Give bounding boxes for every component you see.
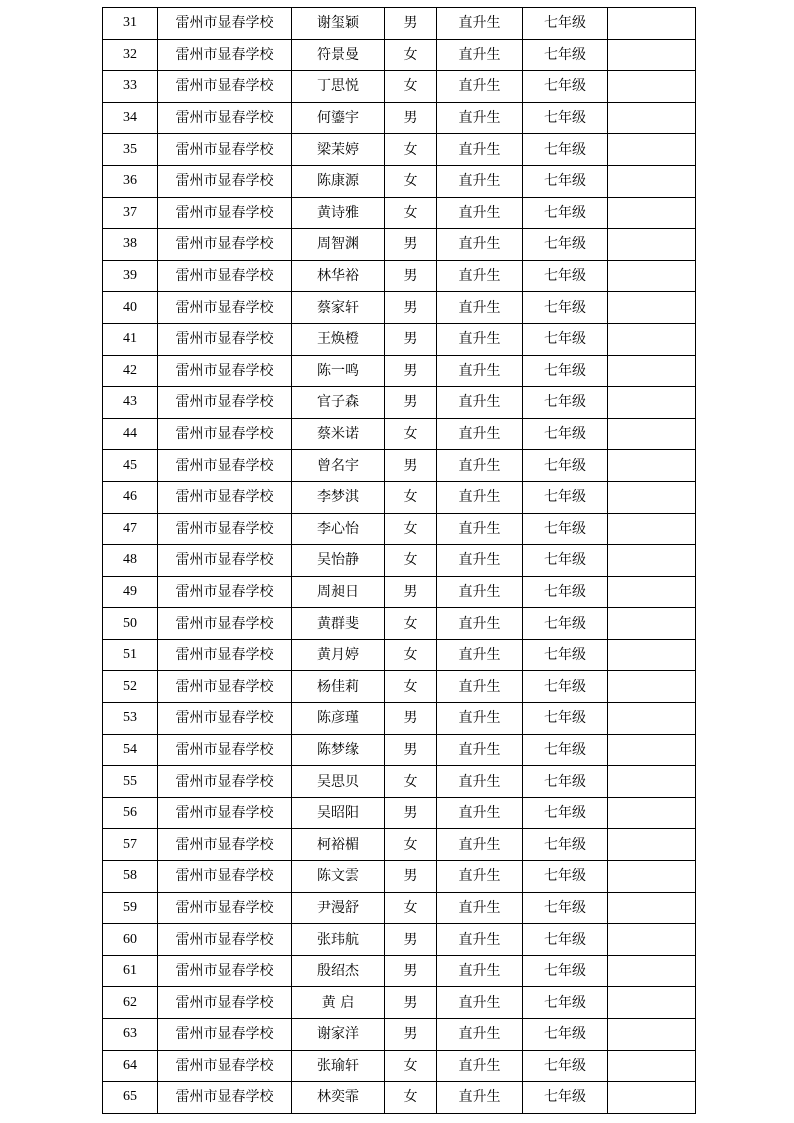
cell-student-name: 陈一鸣 [292, 355, 385, 387]
cell-remarks [608, 797, 696, 829]
cell-student-name: 尹漫舒 [292, 892, 385, 924]
cell-school: 雷州市显春学校 [158, 197, 292, 229]
cell-number: 63 [103, 1019, 158, 1051]
cell-student-name: 吴怡静 [292, 545, 385, 577]
table-row [103, 418, 696, 450]
cell-grade: 七年级 [523, 734, 608, 766]
cell-gender: 男 [385, 450, 437, 482]
cell-grade: 七年级 [523, 1050, 608, 1082]
cell-grade: 七年级 [523, 102, 608, 134]
table-row [103, 513, 696, 545]
cell-remarks [608, 450, 696, 482]
table-body [103, 8, 696, 1114]
cell-remarks [608, 71, 696, 103]
cell-remarks [608, 260, 696, 292]
cell-student-name: 黄群斐 [292, 608, 385, 640]
cell-school: 雷州市显春学校 [158, 1082, 292, 1114]
cell-grade: 七年级 [523, 323, 608, 355]
cell-number: 50 [103, 608, 158, 640]
cell-number: 32 [103, 39, 158, 71]
cell-student-name: 黄 启 [292, 987, 385, 1019]
cell-grade: 七年级 [523, 387, 608, 419]
cell-school: 雷州市显春学校 [158, 734, 292, 766]
cell-school: 雷州市显春学校 [158, 513, 292, 545]
cell-grade: 七年级 [523, 924, 608, 956]
cell-school: 雷州市显春学校 [158, 8, 292, 40]
cell-enrollment-type: 直升生 [437, 797, 523, 829]
cell-enrollment-type: 直升生 [437, 292, 523, 324]
cell-grade: 七年级 [523, 71, 608, 103]
cell-enrollment-type: 直升生 [437, 229, 523, 261]
cell-enrollment-type: 直升生 [437, 387, 523, 419]
cell-number: 45 [103, 450, 158, 482]
cell-student-name: 陈康源 [292, 165, 385, 197]
cell-student-name: 丁思悦 [292, 71, 385, 103]
cell-gender: 女 [385, 197, 437, 229]
cell-school: 雷州市显春学校 [158, 639, 292, 671]
cell-enrollment-type: 直升生 [437, 71, 523, 103]
table-row [103, 165, 696, 197]
table-row [103, 861, 696, 893]
cell-gender: 女 [385, 1050, 437, 1082]
cell-remarks [608, 292, 696, 324]
cell-student-name: 周昶日 [292, 576, 385, 608]
cell-grade: 七年级 [523, 861, 608, 893]
cell-school: 雷州市显春学校 [158, 134, 292, 166]
cell-remarks [608, 987, 696, 1019]
cell-remarks [608, 1082, 696, 1114]
table-row [103, 1082, 696, 1114]
cell-grade: 七年级 [523, 450, 608, 482]
cell-gender: 女 [385, 766, 437, 798]
cell-school: 雷州市显春学校 [158, 829, 292, 861]
cell-school: 雷州市显春学校 [158, 797, 292, 829]
cell-school: 雷州市显春学校 [158, 924, 292, 956]
cell-student-name: 杨佳莉 [292, 671, 385, 703]
cell-student-name: 陈梦缘 [292, 734, 385, 766]
cell-remarks [608, 734, 696, 766]
cell-enrollment-type: 直升生 [437, 545, 523, 577]
cell-gender: 男 [385, 1019, 437, 1051]
cell-gender: 男 [385, 387, 437, 419]
table-row [103, 39, 696, 71]
cell-enrollment-type: 直升生 [437, 766, 523, 798]
table-row [103, 671, 696, 703]
cell-gender: 男 [385, 734, 437, 766]
cell-number: 38 [103, 229, 158, 261]
cell-school: 雷州市显春学校 [158, 260, 292, 292]
cell-gender: 女 [385, 513, 437, 545]
cell-enrollment-type: 直升生 [437, 1082, 523, 1114]
cell-student-name: 符景曼 [292, 39, 385, 71]
cell-remarks [608, 576, 696, 608]
table-row [103, 1050, 696, 1082]
cell-school: 雷州市显春学校 [158, 323, 292, 355]
cell-enrollment-type: 直升生 [437, 1019, 523, 1051]
cell-school: 雷州市显春学校 [158, 703, 292, 735]
cell-number: 58 [103, 861, 158, 893]
cell-remarks [608, 229, 696, 261]
cell-grade: 七年级 [523, 481, 608, 513]
cell-gender: 男 [385, 355, 437, 387]
cell-enrollment-type: 直升生 [437, 639, 523, 671]
table-row [103, 766, 696, 798]
cell-remarks [608, 955, 696, 987]
cell-remarks [608, 892, 696, 924]
cell-grade: 七年级 [523, 829, 608, 861]
cell-number: 65 [103, 1082, 158, 1114]
cell-student-name: 张玮航 [292, 924, 385, 956]
cell-school: 雷州市显春学校 [158, 229, 292, 261]
cell-enrollment-type: 直升生 [437, 260, 523, 292]
cell-remarks [608, 924, 696, 956]
table-row [103, 450, 696, 482]
cell-remarks [608, 829, 696, 861]
cell-remarks [608, 165, 696, 197]
cell-number: 44 [103, 418, 158, 450]
cell-student-name: 陈彦瑾 [292, 703, 385, 735]
cell-enrollment-type: 直升生 [437, 481, 523, 513]
cell-gender: 女 [385, 545, 437, 577]
cell-student-name: 殷绍杰 [292, 955, 385, 987]
cell-gender: 男 [385, 924, 437, 956]
cell-grade: 七年级 [523, 545, 608, 577]
cell-gender: 男 [385, 576, 437, 608]
cell-remarks [608, 481, 696, 513]
cell-school: 雷州市显春学校 [158, 608, 292, 640]
table-row [103, 71, 696, 103]
cell-grade: 七年级 [523, 955, 608, 987]
cell-number: 35 [103, 134, 158, 166]
cell-school: 雷州市显春学校 [158, 387, 292, 419]
cell-grade: 七年级 [523, 513, 608, 545]
cell-number: 53 [103, 703, 158, 735]
cell-number: 39 [103, 260, 158, 292]
cell-gender: 男 [385, 323, 437, 355]
cell-gender: 女 [385, 639, 437, 671]
cell-enrollment-type: 直升生 [437, 608, 523, 640]
table-row [103, 134, 696, 166]
cell-grade: 七年级 [523, 671, 608, 703]
table-row [103, 355, 696, 387]
cell-student-name: 王焕橙 [292, 323, 385, 355]
cell-remarks [608, 418, 696, 450]
cell-enrollment-type: 直升生 [437, 987, 523, 1019]
cell-student-name: 李心怡 [292, 513, 385, 545]
cell-school: 雷州市显春学校 [158, 576, 292, 608]
cell-number: 31 [103, 8, 158, 40]
cell-number: 56 [103, 797, 158, 829]
table-row [103, 892, 696, 924]
table-row [103, 387, 696, 419]
cell-remarks [608, 766, 696, 798]
table-row [103, 102, 696, 134]
cell-student-name: 柯裕楣 [292, 829, 385, 861]
cell-remarks [608, 355, 696, 387]
cell-enrollment-type: 直升生 [437, 418, 523, 450]
cell-enrollment-type: 直升生 [437, 355, 523, 387]
cell-grade: 七年级 [523, 418, 608, 450]
cell-number: 64 [103, 1050, 158, 1082]
cell-grade: 七年级 [523, 703, 608, 735]
cell-number: 55 [103, 766, 158, 798]
cell-grade: 七年级 [523, 165, 608, 197]
cell-student-name: 何鎏宇 [292, 102, 385, 134]
cell-remarks [608, 39, 696, 71]
cell-remarks [608, 513, 696, 545]
cell-number: 42 [103, 355, 158, 387]
table-row [103, 734, 696, 766]
cell-gender: 女 [385, 71, 437, 103]
cell-remarks [608, 671, 696, 703]
cell-enrollment-type: 直升生 [437, 1050, 523, 1082]
cell-gender: 女 [385, 418, 437, 450]
cell-gender: 女 [385, 134, 437, 166]
cell-gender: 女 [385, 39, 437, 71]
cell-number: 36 [103, 165, 158, 197]
cell-number: 59 [103, 892, 158, 924]
cell-enrollment-type: 直升生 [437, 134, 523, 166]
cell-school: 雷州市显春学校 [158, 71, 292, 103]
cell-number: 33 [103, 71, 158, 103]
cell-remarks [608, 545, 696, 577]
cell-gender: 女 [385, 481, 437, 513]
cell-school: 雷州市显春学校 [158, 1050, 292, 1082]
cell-grade: 七年级 [523, 1019, 608, 1051]
cell-number: 47 [103, 513, 158, 545]
cell-number: 34 [103, 102, 158, 134]
cell-enrollment-type: 直升生 [437, 734, 523, 766]
cell-remarks [608, 608, 696, 640]
cell-grade: 七年级 [523, 39, 608, 71]
table-row [103, 323, 696, 355]
cell-grade: 七年级 [523, 260, 608, 292]
cell-student-name: 吴思贝 [292, 766, 385, 798]
cell-gender: 女 [385, 608, 437, 640]
cell-grade: 七年级 [523, 797, 608, 829]
cell-school: 雷州市显春学校 [158, 671, 292, 703]
cell-number: 57 [103, 829, 158, 861]
cell-number: 37 [103, 197, 158, 229]
cell-remarks [608, 134, 696, 166]
cell-school: 雷州市显春学校 [158, 1019, 292, 1051]
cell-enrollment-type: 直升生 [437, 955, 523, 987]
cell-number: 40 [103, 292, 158, 324]
cell-grade: 七年级 [523, 892, 608, 924]
table-row [103, 797, 696, 829]
cell-student-name: 蔡米诺 [292, 418, 385, 450]
cell-remarks [608, 8, 696, 40]
cell-gender: 男 [385, 797, 437, 829]
cell-enrollment-type: 直升生 [437, 671, 523, 703]
cell-gender: 女 [385, 1082, 437, 1114]
cell-student-name: 梁茉婷 [292, 134, 385, 166]
cell-enrollment-type: 直升生 [437, 323, 523, 355]
table-row [103, 924, 696, 956]
cell-gender: 男 [385, 260, 437, 292]
cell-school: 雷州市显春学校 [158, 292, 292, 324]
cell-enrollment-type: 直升生 [437, 39, 523, 71]
cell-remarks [608, 197, 696, 229]
cell-enrollment-type: 直升生 [437, 924, 523, 956]
cell-enrollment-type: 直升生 [437, 829, 523, 861]
cell-grade: 七年级 [523, 1082, 608, 1114]
cell-gender: 女 [385, 829, 437, 861]
cell-grade: 七年级 [523, 292, 608, 324]
cell-school: 雷州市显春学校 [158, 165, 292, 197]
cell-grade: 七年级 [523, 576, 608, 608]
cell-student-name: 官子森 [292, 387, 385, 419]
cell-gender: 男 [385, 102, 437, 134]
table-row [103, 8, 696, 40]
cell-number: 43 [103, 387, 158, 419]
cell-number: 62 [103, 987, 158, 1019]
cell-number: 49 [103, 576, 158, 608]
table-row [103, 545, 696, 577]
cell-school: 雷州市显春学校 [158, 987, 292, 1019]
cell-school: 雷州市显春学校 [158, 955, 292, 987]
cell-grade: 七年级 [523, 987, 608, 1019]
cell-school: 雷州市显春学校 [158, 39, 292, 71]
table-row [103, 955, 696, 987]
cell-remarks [608, 387, 696, 419]
cell-school: 雷州市显春学校 [158, 418, 292, 450]
cell-student-name: 蔡家轩 [292, 292, 385, 324]
cell-enrollment-type: 直升生 [437, 513, 523, 545]
cell-school: 雷州市显春学校 [158, 545, 292, 577]
cell-student-name: 谢家洋 [292, 1019, 385, 1051]
cell-number: 52 [103, 671, 158, 703]
cell-gender: 女 [385, 165, 437, 197]
table-row [103, 987, 696, 1019]
cell-grade: 七年级 [523, 229, 608, 261]
cell-grade: 七年级 [523, 355, 608, 387]
cell-school: 雷州市显春学校 [158, 766, 292, 798]
cell-enrollment-type: 直升生 [437, 703, 523, 735]
cell-grade: 七年级 [523, 766, 608, 798]
cell-remarks [608, 1019, 696, 1051]
cell-number: 48 [103, 545, 158, 577]
cell-student-name: 陈文雲 [292, 861, 385, 893]
cell-enrollment-type: 直升生 [437, 576, 523, 608]
cell-enrollment-type: 直升生 [437, 450, 523, 482]
cell-number: 54 [103, 734, 158, 766]
cell-gender: 男 [385, 955, 437, 987]
cell-enrollment-type: 直升生 [437, 8, 523, 40]
cell-enrollment-type: 直升生 [437, 861, 523, 893]
cell-grade: 七年级 [523, 608, 608, 640]
cell-enrollment-type: 直升生 [437, 165, 523, 197]
table-row [103, 1019, 696, 1051]
cell-school: 雷州市显春学校 [158, 861, 292, 893]
table-row [103, 829, 696, 861]
cell-remarks [608, 639, 696, 671]
table-row [103, 703, 696, 735]
cell-student-name: 谢玺颖 [292, 8, 385, 40]
table-row [103, 639, 696, 671]
table-row [103, 229, 696, 261]
cell-remarks [608, 102, 696, 134]
cell-student-name: 林华裕 [292, 260, 385, 292]
cell-gender: 男 [385, 229, 437, 261]
cell-student-name: 曾名宇 [292, 450, 385, 482]
cell-remarks [608, 703, 696, 735]
table-row [103, 197, 696, 229]
cell-student-name: 李梦淇 [292, 481, 385, 513]
cell-school: 雷州市显春学校 [158, 892, 292, 924]
cell-grade: 七年级 [523, 639, 608, 671]
cell-school: 雷州市显春学校 [158, 355, 292, 387]
cell-gender: 男 [385, 987, 437, 1019]
cell-gender: 男 [385, 8, 437, 40]
cell-enrollment-type: 直升生 [437, 102, 523, 134]
cell-school: 雷州市显春学校 [158, 481, 292, 513]
cell-student-name: 周智渊 [292, 229, 385, 261]
cell-gender: 男 [385, 292, 437, 324]
cell-gender: 女 [385, 671, 437, 703]
cell-enrollment-type: 直升生 [437, 197, 523, 229]
cell-gender: 男 [385, 861, 437, 893]
table-row [103, 576, 696, 608]
cell-enrollment-type: 直升生 [437, 892, 523, 924]
cell-student-name: 张瑜轩 [292, 1050, 385, 1082]
cell-remarks [608, 861, 696, 893]
cell-remarks [608, 1050, 696, 1082]
cell-grade: 七年级 [523, 197, 608, 229]
table-row [103, 260, 696, 292]
cell-number: 51 [103, 639, 158, 671]
cell-number: 41 [103, 323, 158, 355]
cell-school: 雷州市显春学校 [158, 102, 292, 134]
cell-number: 61 [103, 955, 158, 987]
cell-school: 雷州市显春学校 [158, 450, 292, 482]
cell-gender: 女 [385, 892, 437, 924]
cell-grade: 七年级 [523, 8, 608, 40]
cell-number: 60 [103, 924, 158, 956]
table-row [103, 608, 696, 640]
cell-student-name: 黄诗雅 [292, 197, 385, 229]
cell-grade: 七年级 [523, 134, 608, 166]
cell-gender: 男 [385, 703, 437, 735]
cell-student-name: 吴昭阳 [292, 797, 385, 829]
table-row [103, 481, 696, 513]
table-row [103, 292, 696, 324]
cell-number: 46 [103, 481, 158, 513]
student-roster-table [102, 7, 696, 1114]
cell-student-name: 林奕霏 [292, 1082, 385, 1114]
cell-student-name: 黄月婷 [292, 639, 385, 671]
cell-remarks [608, 323, 696, 355]
